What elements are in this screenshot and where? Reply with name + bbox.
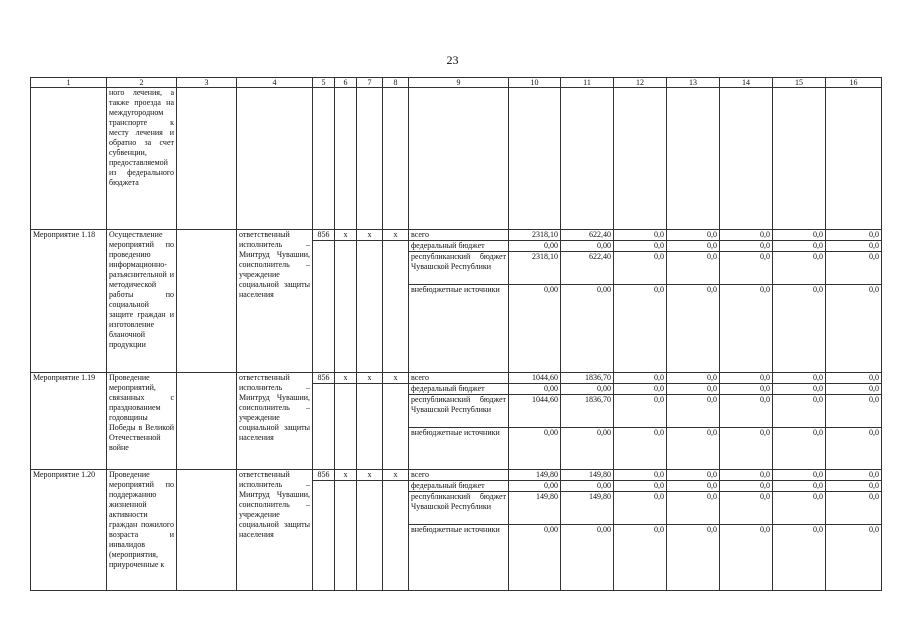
amount: 0,00 (509, 428, 561, 470)
column-number: 1 (31, 78, 107, 88)
empty-cell (237, 88, 313, 230)
amount: 0,00 (509, 384, 561, 395)
amount: 0,00 (561, 481, 614, 492)
amount: 0,0 (826, 428, 882, 470)
amount: 0,00 (509, 285, 561, 373)
amount: 0,0 (614, 492, 667, 525)
event-row-total (31, 230, 882, 241)
empty-cell (177, 373, 237, 470)
empty-cell (561, 88, 614, 230)
amount: 2318,10 (509, 252, 561, 285)
amount: 1836,70 (561, 395, 614, 428)
amount: 0,00 (509, 241, 561, 252)
funding-source: всего (409, 470, 509, 481)
amount: 0,0 (614, 373, 667, 384)
amount: 0,00 (561, 285, 614, 373)
amount: 0,0 (720, 252, 773, 285)
amount: 0,0 (667, 470, 720, 481)
amount: 0,0 (773, 373, 826, 384)
event-name: Мероприятие 1.19 (31, 373, 107, 470)
funding-source: федеральный бюджет (409, 384, 509, 395)
amount: 622,40 (561, 230, 614, 241)
amount: 0,0 (614, 252, 667, 285)
amount: 0,00 (561, 428, 614, 470)
amount: 149,80 (509, 470, 561, 481)
amount: 0,0 (667, 230, 720, 241)
event-code: 856 (313, 373, 335, 384)
column-number: 4 (237, 78, 313, 88)
amount: 0,0 (720, 230, 773, 241)
amount: 0,0 (773, 252, 826, 285)
column-number: 6 (335, 78, 357, 88)
amount: 0,0 (826, 481, 882, 492)
column-number-row (31, 78, 882, 88)
amount: 0,0 (720, 428, 773, 470)
funding-source: внебюджетные источники (409, 285, 509, 373)
continuation-text: ного лечения, а также проезда на междугородном транспорте к месту лечения и обратно за счет субвенции, предоставляемой из федерального бюджета (107, 88, 177, 230)
amount: 0,0 (720, 481, 773, 492)
column-number: 7 (357, 78, 383, 88)
amount: 0,0 (667, 373, 720, 384)
empty-cell (614, 88, 667, 230)
amount: 0,0 (720, 492, 773, 525)
column-number: 15 (773, 78, 826, 88)
event-row-total (31, 373, 882, 384)
event-description: Проведение мероприятий по поддержанию жизненной активности граждан пожилого возраста и инвалидов (мероприятия, приуроченные к (107, 470, 177, 591)
amount: 0,0 (667, 525, 720, 591)
event-responsible: ответственный исполнитель – Минтруд Чувашии, соисполнитель – учреждение социальной защиты населения (237, 230, 313, 373)
funding-source: федеральный бюджет (409, 241, 509, 252)
empty-cell (335, 384, 357, 470)
amount: 0,0 (826, 492, 882, 525)
amount: 0,0 (773, 230, 826, 241)
amount: 0,0 (667, 395, 720, 428)
amount: 0,0 (667, 492, 720, 525)
amount: 0,0 (773, 384, 826, 395)
amount: 622,40 (561, 252, 614, 285)
amount: 0,0 (667, 285, 720, 373)
amount: 0,0 (826, 525, 882, 591)
amount: 1044,60 (509, 373, 561, 384)
amount: 0,0 (826, 373, 882, 384)
amount: 0,0 (826, 241, 882, 252)
column-number: 9 (409, 78, 509, 88)
amount: 0,0 (826, 384, 882, 395)
amount: 0,0 (667, 241, 720, 252)
empty-cell (383, 384, 409, 470)
amount: 0,0 (720, 470, 773, 481)
empty-cell (383, 241, 409, 373)
empty-cell (667, 88, 720, 230)
event-code: х (335, 470, 357, 481)
column-number: 2 (107, 78, 177, 88)
amount: 0,0 (614, 481, 667, 492)
empty-cell (383, 481, 409, 591)
empty-cell (509, 88, 561, 230)
funding-source: республиканский бюджет Чувашской Республики (409, 252, 509, 285)
empty-cell (773, 88, 826, 230)
column-number: 12 (614, 78, 667, 88)
event-code: х (383, 470, 409, 481)
amount: 0,0 (826, 230, 882, 241)
empty-cell (335, 481, 357, 591)
amount: 0,0 (667, 428, 720, 470)
amount: 0,0 (667, 252, 720, 285)
column-number: 5 (313, 78, 335, 88)
amount: 0,0 (720, 373, 773, 384)
amount: 0,0 (614, 428, 667, 470)
amount: 0,0 (773, 241, 826, 252)
amount: 0,0 (720, 384, 773, 395)
funding-source: федеральный бюджет (409, 481, 509, 492)
amount: 0,0 (720, 395, 773, 428)
amount: 0,0 (614, 241, 667, 252)
amount: 0,0 (773, 525, 826, 591)
funding-source: республиканский бюджет Чувашской Республики (409, 492, 509, 525)
column-number: 3 (177, 78, 237, 88)
empty-cell (177, 230, 237, 373)
empty-cell (313, 481, 335, 591)
empty-cell (357, 481, 383, 591)
empty-cell (31, 88, 107, 230)
event-code: 856 (313, 470, 335, 481)
amount: 0,0 (614, 470, 667, 481)
event-code: х (357, 373, 383, 384)
amount: 0,00 (509, 481, 561, 492)
amount: 0,0 (614, 395, 667, 428)
funding-source: республиканский бюджет Чувашской Республики (409, 395, 509, 428)
amount: 0,0 (720, 285, 773, 373)
amount: 0,00 (561, 241, 614, 252)
event-responsible: ответственный исполнитель – Минтруд Чувашии, соисполнитель – учреждение социальной защиты населения (237, 470, 313, 591)
amount: 0,0 (614, 230, 667, 241)
amount: 0,0 (826, 395, 882, 428)
funding-source: всего (409, 230, 509, 241)
amount: 0,0 (826, 285, 882, 373)
amount: 0,0 (773, 470, 826, 481)
empty-cell (826, 88, 882, 230)
amount: 0,0 (826, 252, 882, 285)
amount: 149,80 (509, 492, 561, 525)
event-code: х (357, 470, 383, 481)
column-number: 10 (509, 78, 561, 88)
amount: 0,0 (773, 492, 826, 525)
amount: 0,0 (614, 384, 667, 395)
event-description: Осуществление мероприятий по проведению информационно-разъяснительной и методической работы по социальной защите граждан и изготовление бланочной продукции (107, 230, 177, 373)
empty-cell (383, 88, 409, 230)
amount: 149,80 (561, 470, 614, 481)
program-table (30, 77, 882, 591)
event-code: х (357, 230, 383, 241)
column-number: 8 (383, 78, 409, 88)
amount: 0,0 (614, 285, 667, 373)
empty-cell (177, 88, 237, 230)
event-code: 856 (313, 230, 335, 241)
amount: 0,0 (773, 428, 826, 470)
amount: 1836,70 (561, 373, 614, 384)
continuation-row (31, 88, 882, 230)
column-number: 13 (667, 78, 720, 88)
empty-cell (357, 384, 383, 470)
empty-cell (335, 88, 357, 230)
empty-cell (357, 88, 383, 230)
funding-source: внебюджетные источники (409, 525, 509, 591)
amount: 0,0 (773, 481, 826, 492)
column-number: 16 (826, 78, 882, 88)
amount: 0,0 (773, 285, 826, 373)
amount: 0,0 (720, 525, 773, 591)
event-name: Мероприятие 1.18 (31, 230, 107, 373)
amount: 0,00 (561, 525, 614, 591)
event-code: х (383, 230, 409, 241)
event-code: х (335, 230, 357, 241)
empty-cell (313, 384, 335, 470)
funding-source: всего (409, 373, 509, 384)
amount: 0,00 (509, 525, 561, 591)
amount: 0,0 (773, 395, 826, 428)
empty-cell (313, 241, 335, 373)
empty-cell (313, 88, 335, 230)
amount: 0,0 (667, 481, 720, 492)
empty-cell (335, 241, 357, 373)
event-code: х (383, 373, 409, 384)
amount: 0,0 (720, 241, 773, 252)
event-row-total (31, 470, 882, 481)
event-responsible: ответственный исполнитель – Минтруд Чувашии, соисполнитель – учреждение социальной защиты населения (237, 373, 313, 470)
event-description: Проведение мероприятий, связанных с празднованием годовщины Победы в Великой Отечественной войне (107, 373, 177, 470)
empty-cell (357, 241, 383, 373)
column-number: 11 (561, 78, 614, 88)
amount: 0,0 (826, 470, 882, 481)
amount: 2318,10 (509, 230, 561, 241)
empty-cell (177, 470, 237, 591)
funding-source: внебюджетные источники (409, 428, 509, 470)
empty-cell (409, 88, 509, 230)
column-number: 14 (720, 78, 773, 88)
page-number: 23 (446, 53, 459, 67)
empty-cell (720, 88, 773, 230)
event-name: Мероприятие 1.20 (31, 470, 107, 591)
event-code: х (335, 373, 357, 384)
amount: 0,00 (561, 384, 614, 395)
amount: 0,0 (614, 525, 667, 591)
amount: 0,0 (667, 384, 720, 395)
amount: 149,80 (561, 492, 614, 525)
amount: 1044,60 (509, 395, 561, 428)
